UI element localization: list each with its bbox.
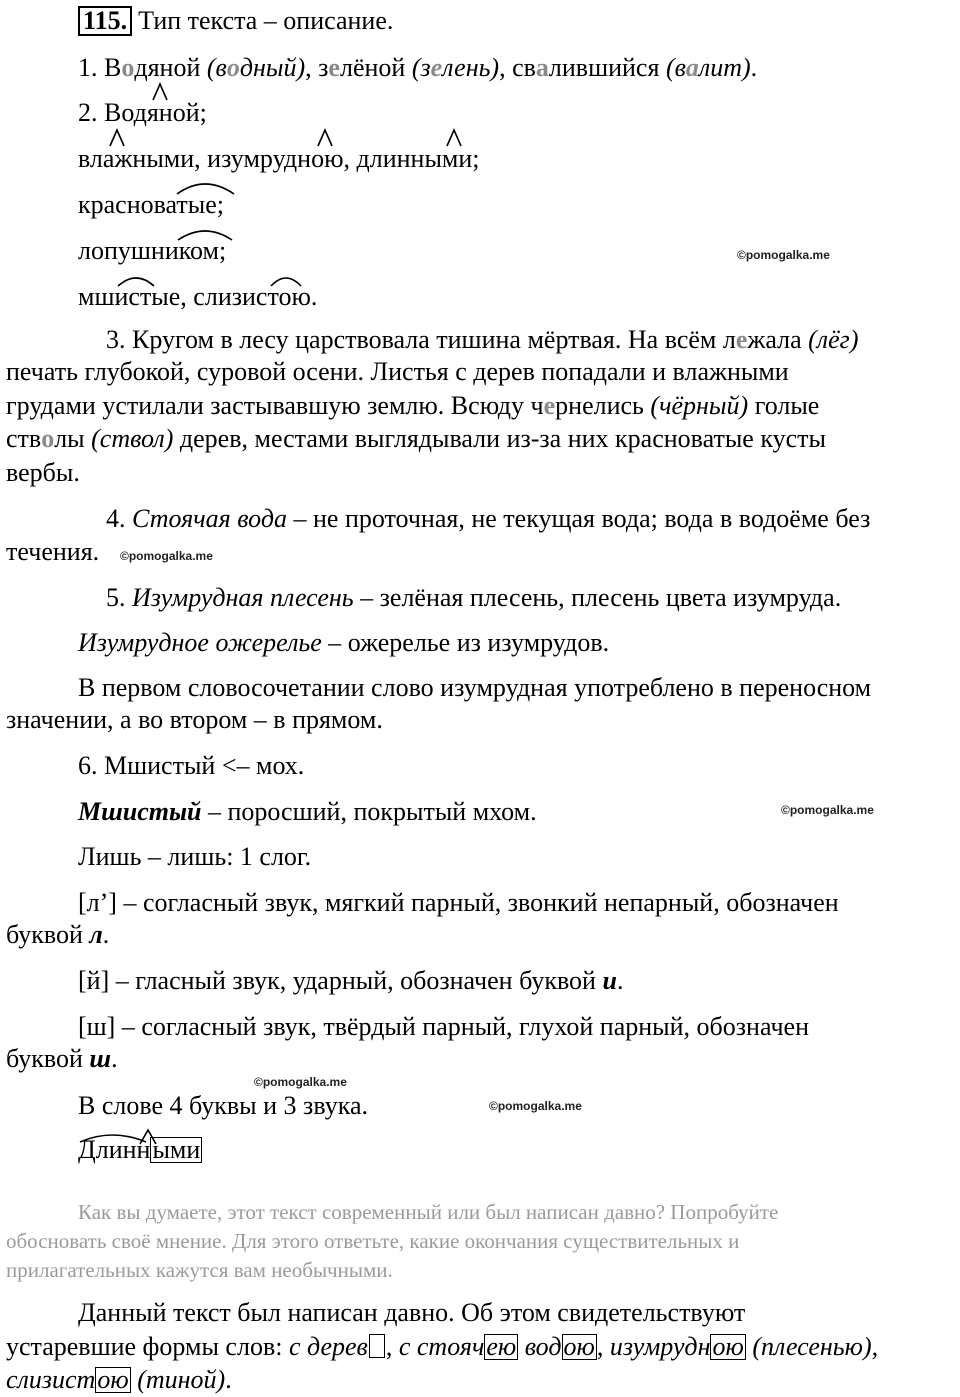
- item-2-line-1: 2. Водяной;: [78, 98, 207, 127]
- watermark-5: ©pomogalka.me: [489, 1099, 582, 1113]
- watermark-3: ©pomogalka.me: [781, 803, 874, 817]
- item-4-line-2: течения.: [6, 537, 100, 566]
- suffix-mark-mshistye: [118, 278, 154, 286]
- parse-root: Длинн: [78, 1135, 151, 1164]
- answer-line-3: слизистою (тиной).: [6, 1365, 232, 1394]
- item-2-line-4: лопушником;: [78, 236, 227, 265]
- ending-box-2: ою: [563, 1332, 595, 1361]
- text-type: Тип текста – описание.: [138, 6, 394, 35]
- item-3-line-2: печать глубокой, суровой осени. Листья с дерев попадали и влажными: [6, 357, 789, 386]
- suffix-mark-nn: [140, 1130, 156, 1144]
- question-line-2: обосновать своё мнение. Для этого ответьте, какие окончания существительных и: [6, 1229, 740, 1253]
- suffix-marks: [0, 0, 960, 320]
- item-6-line-2: Мшистый – поросший, покрытый мхом.: [78, 797, 537, 826]
- answer-line-2: устаревшие формы слов: с дерев , с стоячею водою, изумрудною (плесенью),: [6, 1332, 879, 1361]
- question-line-1: Как вы думаете, этот текст современный или был написан давно? Попробуйте: [78, 1200, 779, 1224]
- ending-box-1: ею: [486, 1332, 517, 1361]
- answer-line-1: Данный текст был написан давно. Об этом свидетельствуют: [78, 1298, 746, 1327]
- item-2-line-3: красноватые;: [78, 190, 225, 219]
- item-5-line-3: В первом словосочетании слово изумрудная употреблено в переносном: [78, 673, 872, 702]
- suffix-mark-dlinnymi: [447, 130, 461, 146]
- item-5-line-4: значении, а во втором – в прямом.: [6, 705, 383, 734]
- exercise-number: 115.: [78, 6, 132, 36]
- item-3-line-4: стволы (ствол) дерев, местами выглядывали из-за них красноватые кусты: [6, 424, 826, 453]
- suffix-mark-lopushnikom: [178, 231, 232, 240]
- sound-l-letter: буквой л.: [6, 920, 110, 949]
- sound-l: [л’] – согласный звук, мягкий парный, звонкий непарный, обозначен: [78, 888, 839, 917]
- suffix-mark-slizistoyu: [271, 278, 301, 286]
- parse-ending: ыми: [152, 1135, 201, 1164]
- item-2-line-5: мшистые, слизистою.: [78, 282, 318, 311]
- suffix-mark-izumrudnoyu: [318, 130, 332, 146]
- item-2-line-2: влажными, изумрудною, длинными;: [78, 144, 480, 173]
- sound-sh-letter: буквой ш.: [6, 1044, 118, 1073]
- zero-ending-box: [369, 1334, 385, 1358]
- item-5-line-2: Изумрудное ожерелье – ожерелье из изумрудов.: [78, 628, 610, 657]
- question-line-3: прилагательных кажутся вам необычными.: [6, 1258, 393, 1282]
- watermark-4: ©pomogalka.me: [254, 1075, 347, 1089]
- item-3-line-5: вербы.: [6, 458, 80, 487]
- ending-box-3: ою: [712, 1332, 744, 1361]
- item-6-line-1: 6. Мшистый <– мох.: [78, 751, 305, 780]
- watermark-1: ©pomogalka.me: [737, 248, 830, 262]
- ending-box-4: ою: [97, 1365, 129, 1394]
- item-6-line-3: Лишь – лишь: 1 слог.: [78, 842, 312, 871]
- parse-marks: [0, 1122, 960, 1182]
- item-4-line-1: 4. Стоячая вода – не проточная, не текущая вода; вода в водоёме без: [106, 504, 871, 533]
- sound-sh: [ш] – согласный звук, твёрдый парный, глухой парный, обозначен: [78, 1012, 809, 1041]
- suffix-mark-krasnovatye: [177, 184, 234, 194]
- item-3-line-1: 3. Кругом в лесу царствовала тишина мёртвая. На всём лежала (лёг): [106, 325, 859, 354]
- watermark-2: ©pomogalka.me: [120, 549, 213, 563]
- item-3-line-3: грудами устилали застывавшую землю. Всюду чернелись (чёрный) голые: [6, 391, 820, 420]
- sound-i: [й] – гласный звук, ударный, обозначен буквой и.: [78, 966, 624, 995]
- root-arc: [80, 1135, 146, 1142]
- item-5-line-1: 5. Изумрудная плесень – зелёная плесень, плесень цвета изумруда.: [106, 583, 842, 612]
- letters-sounds-count: В слове 4 буквы и 3 звука.: [78, 1091, 368, 1120]
- suffix-mark-vlazhnymi: [110, 130, 124, 146]
- item-1: 1. Водяной (водный), зелёной (зелень), свалившийся (валит).: [78, 53, 758, 82]
- suffix-mark-vodyanoy: [153, 84, 167, 100]
